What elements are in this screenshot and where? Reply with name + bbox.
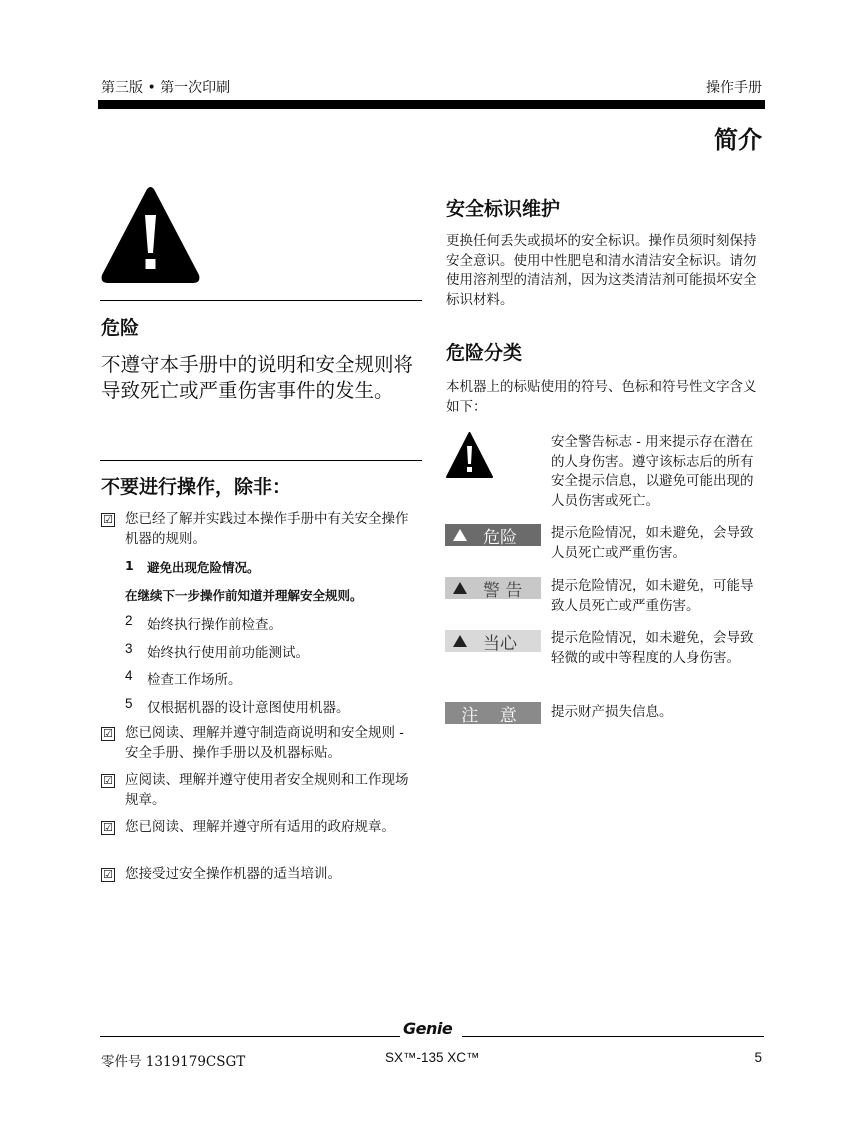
- header-manual-name: 操作手册: [706, 80, 762, 96]
- caution-signal-label: [445, 630, 541, 652]
- step-text: 始终执行使用前功能测试。: [147, 645, 309, 661]
- danger-signal-label: [445, 524, 541, 546]
- checkbox-icon: ☑: [101, 868, 115, 882]
- label-maintenance-text: 更换任何丢失或损坏的安全标识。操作员须时刻保持安全意识。使用中性肥皂和清水清洁安全标识。请勿使用溶剂型的清洁剂，因为这类清洁剂可能损坏安全标识材料。: [446, 233, 757, 308]
- list-item: 您接受过安全操作机器的适当培训。: [125, 866, 341, 882]
- alert-triangle-icon: [453, 635, 467, 647]
- safety-alert-icon: [446, 432, 493, 479]
- footer-part-number: 零件号 1319179CSGT: [101, 1054, 246, 1070]
- list-item: 您已阅读、理解并遵守所有适用的政府规章。: [125, 819, 395, 835]
- notice-description: 提示财产损失信息。: [551, 704, 673, 720]
- do-not-operate-heading: 不要进行操作，除非：: [101, 476, 292, 498]
- header-rule: [98, 100, 765, 109]
- signal-word: 当心: [483, 633, 517, 654]
- list-item: 您已经了解并实践过本操作手册中有关安全操作机器的规则。: [125, 511, 409, 547]
- page-number: 5: [754, 1050, 762, 1065]
- step-number: 4: [125, 668, 133, 683]
- warning-description: 提示危险情况，如未避免，可能导致人员死亡或严重伤害。: [551, 578, 754, 614]
- signal-word: 警 告: [483, 580, 523, 601]
- list-item: 应阅读、理解并遵守使用者安全规则和工作现场规章。: [125, 772, 409, 808]
- caution-description: 提示危险情况，如未避免，会导致轻微的或中等程度的人身伤害。: [551, 630, 754, 666]
- step-number: 3: [125, 641, 133, 656]
- page-title: 简介: [714, 126, 762, 154]
- label-maintenance-heading: 安全标识维护: [446, 198, 561, 220]
- list-item: 您已阅读、理解并遵守制造商说明和安全规则 - 安全手册、操作手册以及机器标贴。: [125, 725, 404, 761]
- step-text: 避免出现危险情况。: [147, 560, 260, 575]
- checkbox-icon: ☑: [101, 727, 115, 741]
- step-text: 检查工作场所。: [147, 672, 242, 688]
- signal-word: 危险: [483, 527, 517, 548]
- step-number: 2: [125, 613, 133, 628]
- section-divider: [100, 460, 422, 461]
- danger-statement: 不遵守本手册中的说明和安全规则将导致死亡或严重伤害事件的发生。: [101, 353, 414, 402]
- signal-word: 注 意: [461, 705, 525, 726]
- notice-signal-label: [445, 702, 541, 724]
- section-divider: [100, 300, 422, 301]
- danger-description: 提示危险情况，如未避免，会导致人员死亡或严重伤害。: [551, 525, 754, 561]
- footer-rule: [462, 1036, 764, 1037]
- step-text: 始终执行操作前检查。: [147, 617, 282, 633]
- genie-logo: Genie: [403, 1019, 453, 1038]
- footer-model: SX™-135 XC™: [385, 1050, 480, 1065]
- alert-triangle-icon: [453, 529, 467, 541]
- hazard-classification-intro: 本机器上的标贴使用的符号、色标和符号性文字含义如下：: [446, 379, 757, 415]
- checkbox-icon: ☑: [101, 774, 115, 788]
- checkbox-icon: ☑: [101, 513, 115, 527]
- step-text: 仅根据机器的设计意图使用机器。: [147, 700, 350, 716]
- warning-signal-label: [445, 577, 541, 599]
- footer-rule: [100, 1036, 400, 1037]
- warning-triangle-icon: [100, 185, 201, 285]
- step-number: 1: [125, 558, 134, 573]
- step-text: 在继续下一步操作前知道并理解安全规则。: [125, 588, 363, 603]
- hazard-classification-heading: 危险分类: [446, 342, 523, 364]
- step-number: 5: [125, 696, 133, 711]
- safety-alert-description: 安全警告标志 - 用来提示存在潜在的人身伤害。遵守该标志后的所有安全提示信息，以避免可能出现的人员伤害或死亡。: [551, 434, 754, 509]
- danger-heading: 危险: [101, 317, 140, 339]
- header-edition: 第三版 • 第一次印刷: [101, 80, 231, 96]
- alert-triangle-icon: [453, 582, 467, 594]
- checkbox-icon: ☑: [101, 821, 115, 835]
